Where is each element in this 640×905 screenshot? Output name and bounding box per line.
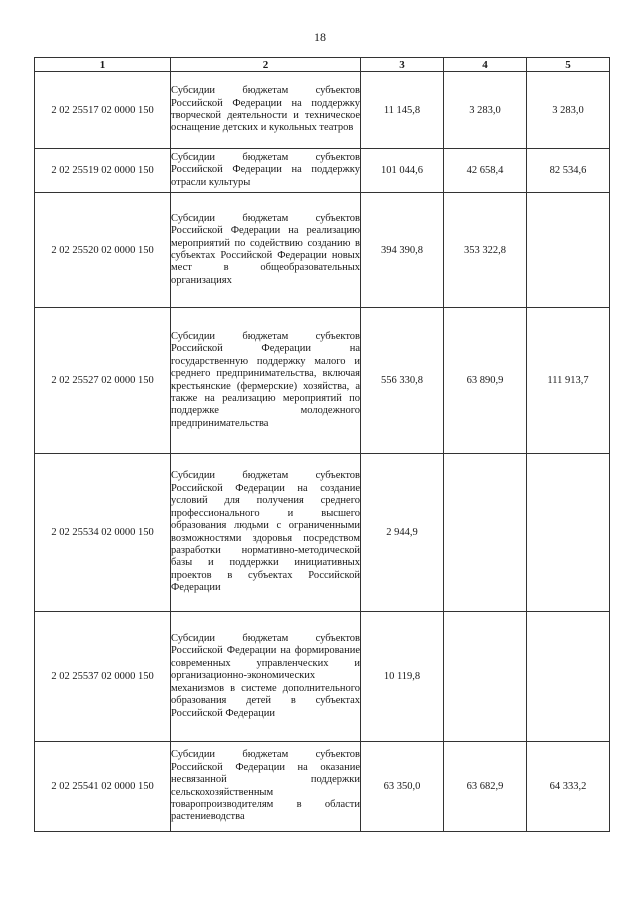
description-cell: Субсидии бюджетам субъектов Российской Федерации на оказание несвязанной поддержки сельскохозяйственным товаропроизводителям в области растениеводства xyxy=(171,742,361,832)
amount-col5-cell xyxy=(527,454,610,612)
table-row xyxy=(35,72,610,149)
amount-col3-cell: 63 350,0 xyxy=(361,742,444,832)
amount-col3-cell: 556 330,8 xyxy=(361,308,444,454)
amount-col4-cell xyxy=(444,454,527,612)
amount-col4-cell: 353 322,8 xyxy=(444,193,527,308)
description-cell: Субсидии бюджетам субъектов Российской Федерации на формирование современных управленческих и организационно-экономических механизмов в системе дополнительного образования детей в субъектах Российской Федерации xyxy=(171,612,361,742)
table-row xyxy=(35,612,610,742)
table-row xyxy=(35,454,610,612)
table-row xyxy=(35,149,610,193)
column-header-4: 4 xyxy=(444,58,527,72)
amount-col3-cell: 2 944,9 xyxy=(361,454,444,612)
amount-col3-cell: 10 119,8 xyxy=(361,612,444,742)
amount-col4-cell: 42 658,4 xyxy=(444,149,527,193)
amount-col4-cell: 63 682,9 xyxy=(444,742,527,832)
budget-code-cell: 2 02 25519 02 0000 150 xyxy=(35,149,171,193)
budget-code-cell: 2 02 25527 02 0000 150 xyxy=(35,308,171,454)
amount-col5-cell: 111 913,7 xyxy=(527,308,610,454)
budget-code-cell: 2 02 25541 02 0000 150 xyxy=(35,742,171,832)
page-number: 18 xyxy=(314,30,326,44)
amount-col3-cell: 101 044,6 xyxy=(361,149,444,193)
table-row xyxy=(35,742,610,832)
column-header-2: 2 xyxy=(171,58,361,72)
description-cell: Субсидии бюджетам субъектов Российской Федерации на поддержку отрасли культуры xyxy=(171,149,361,193)
table-row xyxy=(35,308,610,454)
amount-col4-cell: 63 890,9 xyxy=(444,308,527,454)
column-header-3: 3 xyxy=(361,58,444,72)
table-header-row xyxy=(35,58,610,72)
amount-col5-cell xyxy=(527,193,610,308)
column-header-5: 5 xyxy=(527,58,610,72)
amount-col5-cell: 3 283,0 xyxy=(527,72,610,149)
amount-col3-cell: 11 145,8 xyxy=(361,72,444,149)
budget-code-cell: 2 02 25520 02 0000 150 xyxy=(35,193,171,308)
budget-code-cell: 2 02 25517 02 0000 150 xyxy=(35,72,171,149)
column-header-1: 1 xyxy=(35,58,171,72)
table-row xyxy=(35,193,610,308)
description-cell: Субсидии бюджетам субъектов Российской Федерации на государственную поддержку малого и среднего предпринимательства, включая крестьянские (фермерские) хозяйства, а также на реализацию мероприятий по поддержке молодежного предпринимательства xyxy=(171,308,361,454)
description-cell: Субсидии бюджетам субъектов Российской Федерации на поддержку творческой деятельности и техническое оснащение детских и кукольных театров xyxy=(171,72,361,149)
budget-code-cell: 2 02 25537 02 0000 150 xyxy=(35,612,171,742)
description-cell: Субсидии бюджетам субъектов Российской Федерации на реализацию мероприятий по содействию созданию в субъектах Российской Федерации новых мест в общеобразовательных организациях xyxy=(171,193,361,308)
amount-col5-cell: 82 534,6 xyxy=(527,149,610,193)
description-cell: Субсидии бюджетам субъектов Российской Федерации на создание условий для получения среднего профессионального и высшего образования людьми с ограниченными возможностями здоровья посредством разработки нормативно-методической базы и поддержки инициативных проектов в субъектах Российской Федерации xyxy=(171,454,361,612)
amount-col5-cell xyxy=(527,612,610,742)
amount-col4-cell: 3 283,0 xyxy=(444,72,527,149)
amount-col5-cell: 64 333,2 xyxy=(527,742,610,832)
budget-code-cell: 2 02 25534 02 0000 150 xyxy=(35,454,171,612)
amount-col3-cell: 394 390,8 xyxy=(361,193,444,308)
budget-table xyxy=(34,57,610,832)
amount-col4-cell xyxy=(444,612,527,742)
